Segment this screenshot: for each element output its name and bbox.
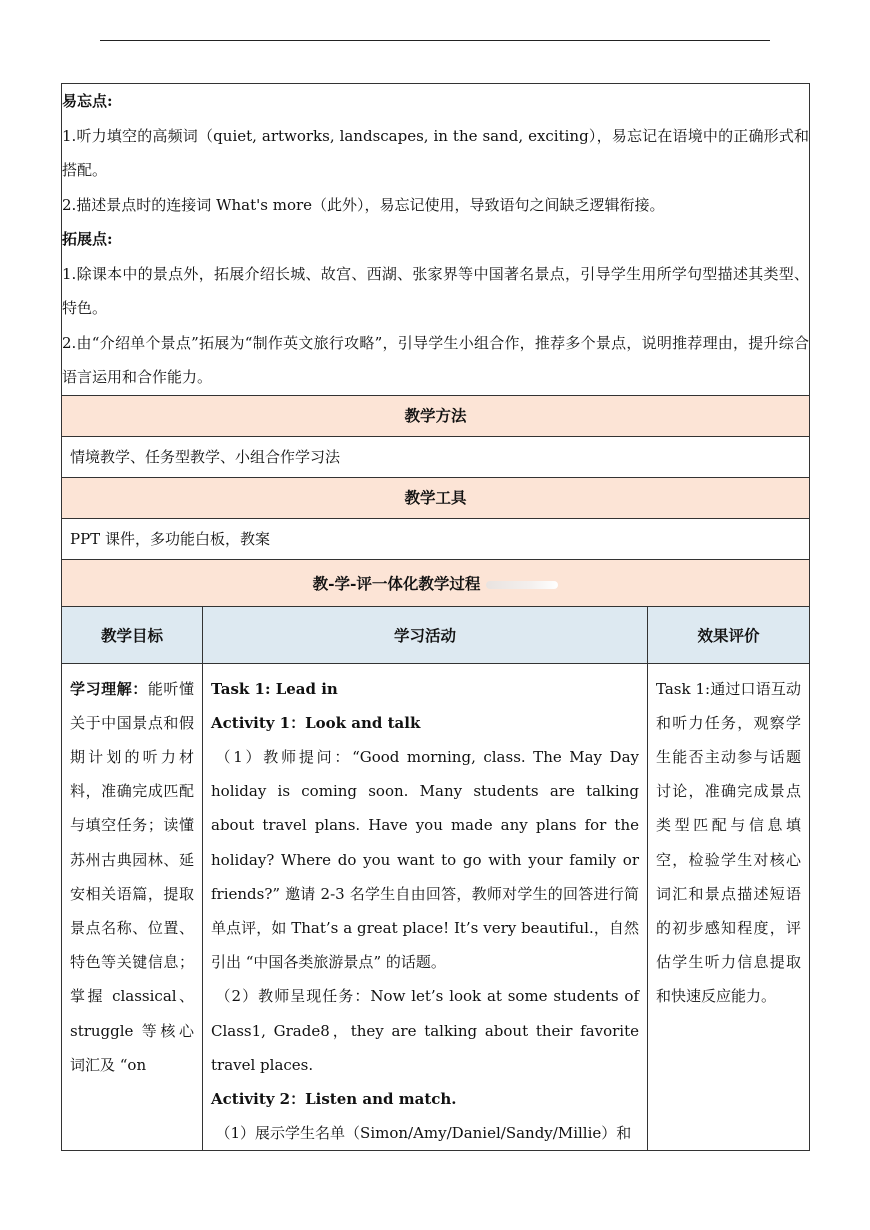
process-title-cell: [62, 559, 810, 606]
column-header-objective: 教学目标: [62, 606, 203, 663]
activity1-title: Activity 1：Look and talk: [211, 713, 421, 732]
activities-cell: [203, 663, 648, 1150]
objective-cell: [62, 663, 203, 1150]
evaluation-text: Task 1:通过口语互动和听力任务，观察学生能否主动参与话题讨论，准确完成景点类型匹配与信息填空，检验学生对核心词汇和景点描述短语的初步感知程度，评估学生听力信息提取和快速反应能力。: [656, 679, 802, 1006]
activity1-paragraph-2: （2）教师呈现任务：Now let’s look at some students of Class1, Grade8，they are talking about their favorite travel places.: [211, 987, 639, 1074]
process-band: [62, 559, 810, 606]
tools-content: PPT 课件，多功能白板，教案: [62, 518, 810, 559]
forgettable-item-1: 1.听力填空的高频词（quiet, artworks, landscapes, in the sand, exciting），易忘记在语境中的正确形式和搭配。: [62, 126, 810, 179]
tools-band: [62, 477, 810, 518]
activity2-title: Activity 2：Listen and match.: [211, 1089, 457, 1108]
evaluation-cell: [648, 663, 810, 1150]
forgettable-heading: 易忘点:: [62, 92, 113, 110]
notes-cell: [62, 84, 810, 396]
extension-item-2: 2.由“介绍单个景点”拓展为“制作英文旅行攻略”，引导学生小组合作，推荐多个景点，说明推荐理由，提升综合语言运用和合作能力。: [62, 333, 810, 386]
method-row: [62, 436, 810, 477]
extension-heading: 拓展点:: [62, 230, 113, 248]
method-title: 教学方法: [62, 395, 810, 436]
activity2-paragraph-1: （1）展示学生名单（Simon/Amy/Daniel/Sandy/Millie）和: [215, 1124, 632, 1143]
process-title: 教-学-评一体化教学过程: [312, 573, 481, 593]
tools-title: 教学工具: [62, 477, 810, 518]
column-header-activities: 学习活动: [203, 606, 648, 663]
objective-label: 学习理解：: [70, 679, 148, 698]
method-content: 情境教学、任务型教学、小组合作学习法: [62, 436, 810, 477]
process-header-row: [62, 606, 810, 663]
method-band: [62, 395, 810, 436]
objective-body: 能听懂关于中国景点和假期计划的听力材料，准确完成匹配与填空任务；读懂苏州古典园林、延安相关语篇，提取景点名称、位置、特色等关键信息；掌握 classical、struggle 等核心词汇及 “on: [70, 679, 194, 1074]
task1-title: Task 1: Lead in: [211, 679, 338, 698]
notes-row: [62, 84, 810, 396]
watermark-smudge: [486, 581, 558, 589]
column-header-evaluation: 效果评价: [648, 606, 810, 663]
header-rule: [100, 40, 770, 41]
forgettable-item-2: 2.描述景点时的连接词 What's more（此外），易忘记使用，导致语句之间缺乏逻辑衔接。: [62, 195, 665, 214]
lesson-plan-table: [61, 83, 810, 1151]
tools-row: [62, 518, 810, 559]
process-body-row: [62, 663, 810, 1150]
activity1-paragraph-1: （1）教师提问：“Good morning, class. The May Day holiday is coming soon. Many students are talking about travel plans. Have you made any plans for the holiday? Where do you want to go with your family or friends?” 邀请 2-3 名学生自由回答，教师对学生的回答进行简单点评，如 That’s a great place! It’s very beautiful.，自然引出 “中国各类旅游景点” 的话题。: [211, 747, 639, 972]
objective-text: [70, 672, 194, 1082]
extension-item-1: 1.除课本中的景点外，拓展介绍长城、故宫、西湖、张家界等中国著名景点，引导学生用所学句型描述其类型、特色。: [62, 264, 810, 317]
